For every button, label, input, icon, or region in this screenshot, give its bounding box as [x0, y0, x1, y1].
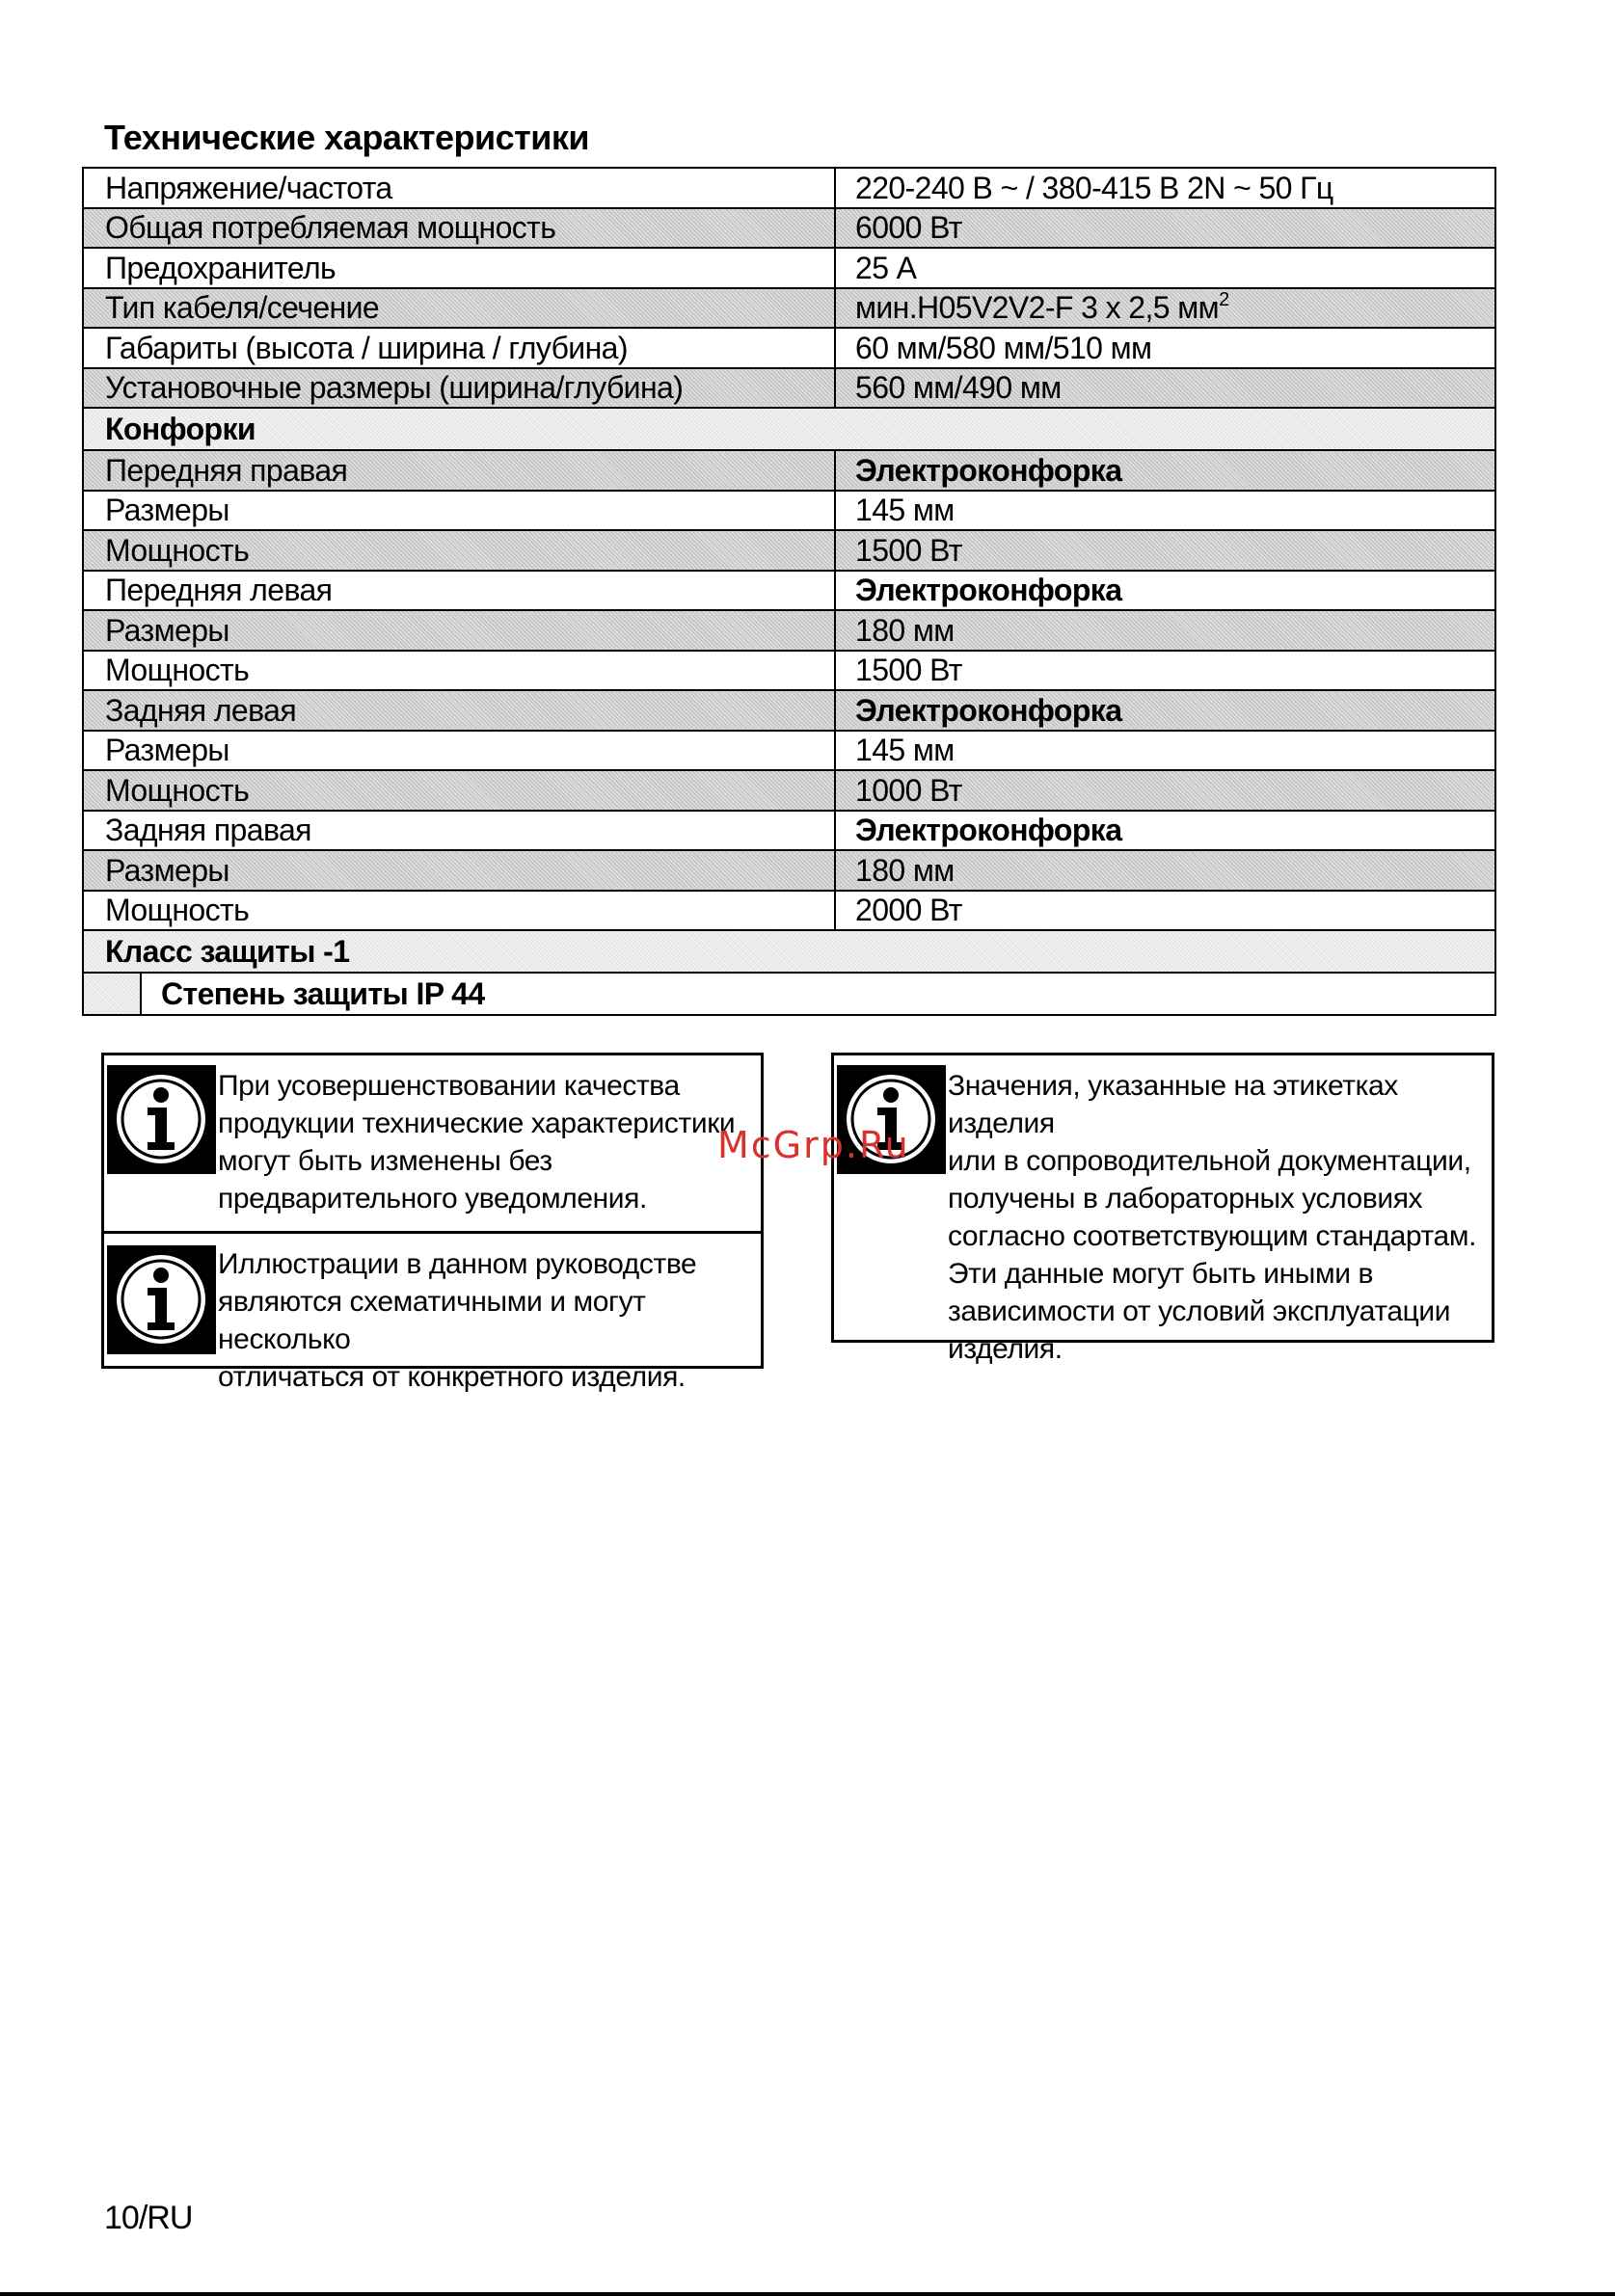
watermark: McGrp.Ru — [717, 1124, 910, 1166]
ip-rating-row — [83, 973, 1495, 1015]
burner-position: Задняя левая — [83, 690, 835, 731]
info-icon — [107, 1065, 216, 1174]
burner-power-label: Мощность — [83, 530, 835, 571]
burner-type: Электроконфорка — [835, 571, 1495, 611]
protection-class-row — [83, 930, 1495, 973]
burner-type: Электроконфорка — [835, 690, 1495, 731]
note-right-box — [831, 1053, 1494, 1365]
spec-value: 6000 Вт — [835, 208, 1495, 249]
burner-position-row — [83, 571, 1495, 611]
page-number: 10/RU — [104, 2200, 193, 2236]
protection-class: Класс защиты -1 — [83, 930, 1495, 973]
burner-position-row — [83, 450, 1495, 491]
burner-size-label: Размеры — [83, 610, 835, 651]
burner-power: 2000 Вт — [835, 891, 1495, 931]
burner-size: 145 мм — [835, 491, 1495, 531]
burner-power-row — [83, 770, 1495, 811]
spec-label: Предохранитель — [83, 248, 835, 288]
page-title: Технические характеристики — [104, 118, 590, 157]
spec-row — [83, 168, 1495, 208]
spec-label: Тип кабеля/сечение — [83, 288, 835, 329]
spec-row — [83, 248, 1495, 288]
spec-value: 560 мм/490 мм — [835, 368, 1495, 409]
spec-value: 60 мм/580 мм/510 мм — [835, 328, 1495, 368]
bottom-border — [0, 2292, 1615, 2296]
burner-size-row — [83, 850, 1495, 891]
spec-label: Общая потребляемая мощность — [83, 208, 835, 249]
ip-rating-cell — [83, 973, 1495, 1015]
burner-power-row — [83, 530, 1495, 571]
info-icon — [107, 1245, 216, 1354]
burner-size-label: Размеры — [83, 731, 835, 771]
burner-position: Передняя левая — [83, 571, 835, 611]
spec-label: Напряжение/частота — [83, 168, 835, 208]
spec-row — [83, 288, 1495, 329]
spec-label: Установочные размеры (ширина/глубина) — [83, 368, 835, 409]
burner-position-row — [83, 811, 1495, 851]
note-text: Иллюстрации в данном руководстве являются схематичными и могут несколько отличаться от конкретного изделия. — [218, 1248, 697, 1393]
notes-left-box — [101, 1053, 764, 1393]
burner-position-row — [83, 690, 1495, 731]
burner-type: Электроконфорка — [835, 450, 1495, 491]
burner-size-label: Размеры — [83, 491, 835, 531]
note-text: При усовершенствовании качества продукции технические характеристики могут быть изменены без предварительного уведомления. — [218, 1070, 736, 1215]
burner-size: 180 мм — [835, 850, 1495, 891]
burner-power: 1500 Вт — [835, 651, 1495, 691]
burner-power: 1500 Вт — [835, 530, 1495, 571]
spec-row — [83, 208, 1495, 249]
burner-power: 1000 Вт — [835, 770, 1495, 811]
ip-rating: Степень защиты IP 44 — [140, 974, 1494, 1014]
burner-power-row — [83, 651, 1495, 691]
burner-size: 180 мм — [835, 610, 1495, 651]
cable-value-superscript: 2 — [1219, 289, 1229, 311]
spec-row — [83, 368, 1495, 409]
burner-type: Электроконфорка — [835, 811, 1495, 851]
burner-position: Задняя правая — [83, 811, 835, 851]
burner-position: Передняя правая — [83, 450, 835, 491]
burner-power-label: Мощность — [83, 770, 835, 811]
spec-value: 220-240 В ~ / 380-415 В 2N ~ 50 Гц — [835, 168, 1495, 208]
spec-value-cable — [835, 288, 1495, 329]
note-lab-values — [834, 1055, 1492, 1368]
burner-size: 145 мм — [835, 731, 1495, 771]
spec-label: Габариты (высота / ширина / глубина) — [83, 328, 835, 368]
burner-size-row — [83, 491, 1495, 531]
burner-size-row — [83, 731, 1495, 771]
spec-table — [82, 167, 1496, 1016]
burner-size-row — [83, 610, 1495, 651]
note-illustrations — [104, 1231, 761, 1393]
cable-value-text: мин.H05V2V2-F 3 x 2,5 мм — [855, 290, 1220, 326]
burner-power-label: Мощность — [83, 891, 835, 931]
burners-heading-row — [83, 408, 1495, 450]
burners-heading: Конфорки — [83, 408, 1495, 450]
note-improvement — [104, 1055, 761, 1231]
burner-size-label: Размеры — [83, 850, 835, 891]
note-text: Значения, указанные на этикетках изделия или в сопроводительной документации, получены в лабораторных условиях согласно соответствующим стандартам. Эти данные могут быть иными в зависимости от условий эксплуатации изделия. — [948, 1070, 1476, 1365]
spec-row — [83, 328, 1495, 368]
burner-power-label: Мощность — [83, 651, 835, 691]
spec-value: 25 А — [835, 248, 1495, 288]
burner-power-row — [83, 891, 1495, 931]
